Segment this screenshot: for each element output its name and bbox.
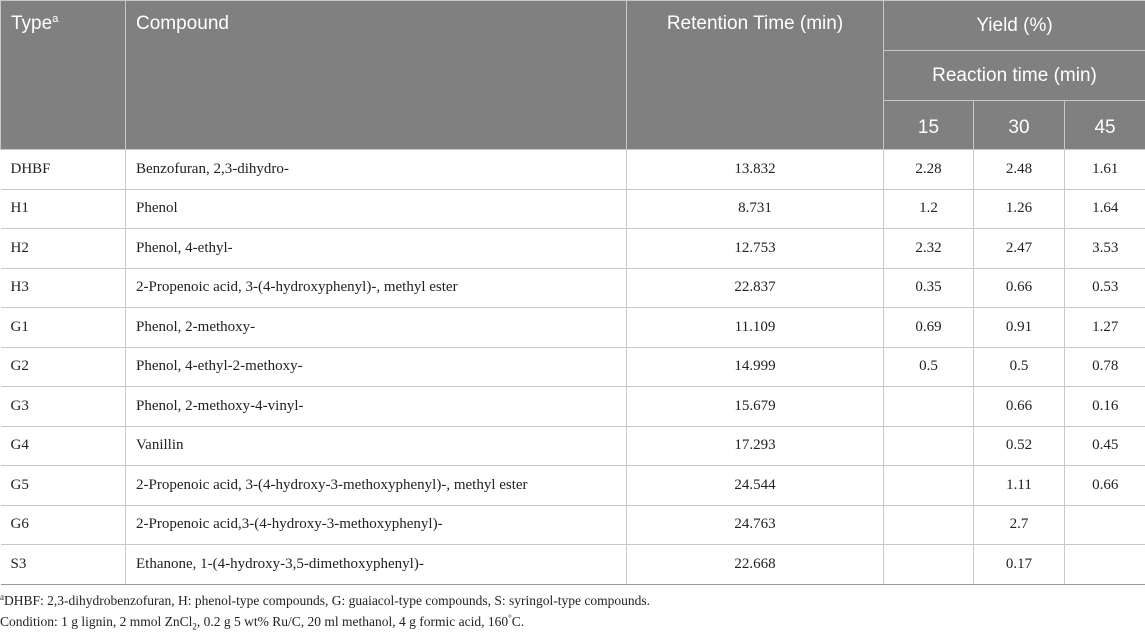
compound-cell: Phenol, 4-ethyl-2-methoxy-: [126, 347, 627, 387]
retention-time-cell: 12.753: [627, 229, 884, 269]
type-cell: H1: [1, 189, 126, 229]
retention-time-cell: 14.999: [627, 347, 884, 387]
footnote-marker: a: [0, 592, 4, 602]
compound-cell: 2-Propenoic acid, 3-(4-hydroxy-3-methoxyphenyl)-, methyl ester: [126, 466, 627, 506]
type-cell: G4: [1, 426, 126, 466]
yield-30-cell: 0.17: [974, 545, 1065, 585]
table-row: [1, 150, 1145, 190]
table-header: [1, 1, 1145, 150]
yield-45-cell: 1.64: [1065, 189, 1145, 229]
yield-30-cell: 0.5: [974, 347, 1065, 387]
time-45-header: 45: [1065, 101, 1145, 150]
yield-15-cell: [884, 505, 974, 545]
yield-30-cell: 2.47: [974, 229, 1065, 269]
table-row: [1, 268, 1145, 308]
yield-15-cell: 2.28: [884, 150, 974, 190]
time-15-header: 15: [884, 101, 974, 150]
table-row: [1, 505, 1145, 545]
table-row: [1, 426, 1145, 466]
compound-cell: Phenol, 2-methoxy-: [126, 308, 627, 348]
retention-time-cell: 22.837: [627, 268, 884, 308]
yield-30-cell: 1.26: [974, 189, 1065, 229]
type-cell: G1: [1, 308, 126, 348]
yield-45-cell: 0.45: [1065, 426, 1145, 466]
reaction-time-header: Reaction time (min): [884, 51, 1145, 101]
yield-15-cell: 0.69: [884, 308, 974, 348]
retention-time-cell: 24.544: [627, 466, 884, 506]
table-body: [1, 150, 1145, 585]
yield-15-cell: [884, 387, 974, 427]
yield-45-cell: 1.61: [1065, 150, 1145, 190]
yield-15-cell: 0.35: [884, 268, 974, 308]
compound-cell: 2-Propenoic acid,3-(4-hydroxy-3-methoxyphenyl)-: [126, 505, 627, 545]
yield-45-cell: [1065, 545, 1145, 585]
yield-30-cell: 0.52: [974, 426, 1065, 466]
table-row: [1, 387, 1145, 427]
compound-cell: 2-Propenoic acid, 3-(4-hydroxyphenyl)-, methyl ester: [126, 268, 627, 308]
table-row: [1, 189, 1145, 229]
yield-30-cell: 0.66: [974, 387, 1065, 427]
time-30-header: 30: [974, 101, 1065, 150]
yield-45-cell: 0.16: [1065, 387, 1145, 427]
yield-45-cell: 0.78: [1065, 347, 1145, 387]
type-column-header: Type$^a$: [1, 1, 126, 150]
yield-45-cell: [1065, 505, 1145, 545]
yield-45-cell: 1.27: [1065, 308, 1145, 348]
type-cell: S3: [1, 545, 126, 585]
footnote-conditions: Condition: 1 g lignin, 2 mmol ZnCl$_2$, 0.2 g 5 wt% Ru/C, 20 ml methanol, 4 g formic acid, 160°C.: [0, 613, 524, 632]
retention-time-cell: 8.731: [627, 189, 884, 229]
compound-cell: Benzofuran, 2,3-dihydro-: [126, 150, 627, 190]
compound-cell: Phenol, 2-methoxy-4-vinyl-: [126, 387, 627, 427]
type-cell: G2: [1, 347, 126, 387]
compound-cell: Ethanone, 1-(4-hydroxy-3,5-dimethoxyphenyl)-: [126, 545, 627, 585]
type-cell: G5: [1, 466, 126, 506]
yield-15-cell: 2.32: [884, 229, 974, 269]
yield-15-cell: [884, 426, 974, 466]
retention-time-cell: 22.668: [627, 545, 884, 585]
compound-cell: Vanillin: [126, 426, 627, 466]
table-row: [1, 347, 1145, 387]
type-cell: DHBF: [1, 150, 126, 190]
retention-time-cell: 11.109: [627, 308, 884, 348]
yield-30-cell: 2.7: [974, 505, 1065, 545]
compound-cell: Phenol: [126, 189, 627, 229]
yield-15-cell: 1.2: [884, 189, 974, 229]
type-cell: H3: [1, 268, 126, 308]
yield-45-cell: 0.66: [1065, 466, 1145, 506]
yield-column-header: Yield (%): [884, 1, 1145, 51]
retention-time-cell: 17.293: [627, 426, 884, 466]
yield-15-cell: 0.5: [884, 347, 974, 387]
yield-15-cell: [884, 466, 974, 506]
yield-45-cell: 3.53: [1065, 229, 1145, 269]
retention-time-column-header: Retention Time (min): [627, 1, 884, 150]
yield-45-cell: 0.53: [1065, 268, 1145, 308]
footnote-marker: a: [52, 13, 58, 25]
yield-30-cell: 2.48: [974, 150, 1065, 190]
table-row: [1, 229, 1145, 269]
yield-15-cell: [884, 545, 974, 585]
table-row: [1, 466, 1145, 506]
footnote-abbreviations: $^a$DHBF: 2,3-dihydrobenzofuran, H: phenol-type compounds, G: guaiacol-type compounds, S: syringol-type compounds.: [0, 592, 650, 609]
table-row: [1, 308, 1145, 348]
table-row: [1, 545, 1145, 585]
retention-time-cell: 15.679: [627, 387, 884, 427]
type-cell: G3: [1, 387, 126, 427]
yield-30-cell: 0.91: [974, 308, 1065, 348]
yield-30-cell: 1.11: [974, 466, 1065, 506]
retention-time-cell: 13.832: [627, 150, 884, 190]
compound-cell: Phenol, 4-ethyl-: [126, 229, 627, 269]
type-cell: H2: [1, 229, 126, 269]
yield-30-cell: 0.66: [974, 268, 1065, 308]
compound-column-header: Compound: [126, 1, 627, 150]
retention-time-cell: 24.763: [627, 505, 884, 545]
type-cell: G6: [1, 505, 126, 545]
